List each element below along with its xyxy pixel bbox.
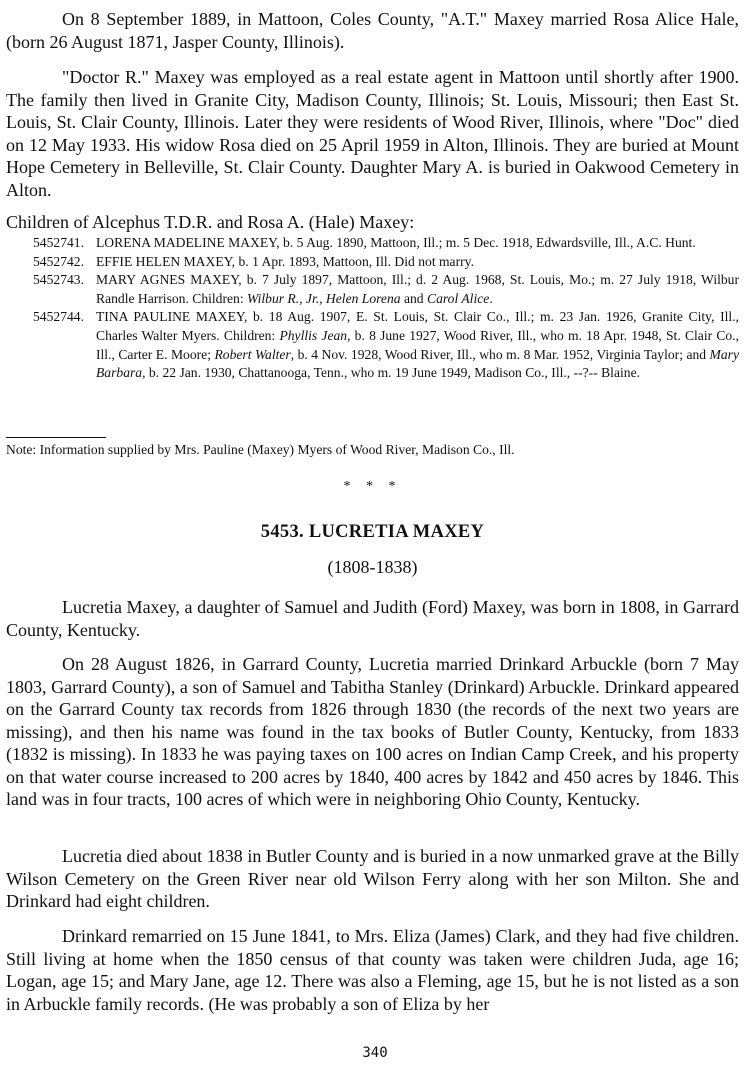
child-number: 5452742. — [33, 253, 84, 269]
child-grandchild-name: Carol Alice — [427, 290, 490, 306]
child-text-part: , b. 8 June 1927, Wood River, Ill., who m. 18 Apr. 1948, St. Clair Co., Ill., Carter E. Moore; — [96, 327, 739, 362]
child-text-part: and — [400, 290, 427, 306]
child-text-part: TINA PAULINE MAXEY, b. 18 Aug. 1907, E. St. Louis, St. Clair Co., Ill.; m. 23 Jan. 1926, Granite City, Ill., Charles Walter Myers. Children: — [96, 309, 739, 343]
child-grandchildren-names: Wilbur R., Jr., Helen Lorena — [247, 290, 401, 306]
section-dates: (1808-1838) — [327, 557, 418, 577]
paragraph-death: Lucretia died about 1838 in Butler County and is buried in a now unmarked grave at the Billy Wilson Cemetery on the Green River near old Wilson Ferry along with her son Milton. She and Drinkard had eight children. — [6, 846, 739, 911]
child-text: LORENA MADELINE MAXEY, b. 5 Aug. 1890, Mattoon, Ill.; m. 5 Dec. 1918, Edwardsville, Ill., A.C. Hunt. — [96, 235, 696, 250]
child-entry — [33, 234, 739, 253]
paragraph-marriage-arbuckle: On 28 August 1826, in Garrard County, Lucretia married Drinkard Arbuckle (born 7 May 1803, Garrard County), a son of Samuel and Tabitha Stanley (Drinkard) Arbuckle. Drinkard appeared on the Garrard County tax records from 1826 through 1830 (the records of the next two years are missing), and then his name was found in the tax books of Butler County, Kentucky, from 1833 (1832 is missing). In 1833 he was paying taxes on 100 acres on Indian Camp Creek, and his property on that water course increased to 200 acres by 1840, 400 acres by 1842 and 450 acres by 1846. This land was in four tracts, 100 acres of which were in neighboring Ohio County, Kentucky. — [6, 654, 739, 809]
footnote: Note: Information supplied by Mrs. Pauline (Maxey) Myers of Wood River, Madison Co., Ill. — [6, 442, 515, 457]
child-text-part: MARY AGNES MAXEY, b. 7 July 1897, Mattoon, Ill.; d. 2 Aug. 1968, St. Louis, Mo.; m. 27 July 1918, Wilbur Randle Harrison. Children: — [96, 272, 739, 306]
child-grandchild-name: Robert Walter — [214, 346, 291, 362]
paragraph-remarriage: Drinkard remarried on 15 June 1841, to Mrs. Eliza (James) Clark, and they had five children. Still living at home when the 1850 census of that county was taken were children Juda, age 16; Logan, age 15; and Mary Jane, age 12. There was also a Fleming, age 15, but he is not listed as a son in Arbuckle family records. (He was probably a son of Eliza by her — [6, 926, 739, 1014]
children-list — [33, 234, 739, 383]
child-text — [96, 309, 739, 380]
child-text-part: , b. 4 Nov. 1928, Wood River, Ill., who m. 8 Mar. 1952, Virginia Taylor; and — [290, 346, 710, 362]
child-grandchild-name: Phyllis Jean — [279, 327, 348, 343]
child-number: 5452744. — [33, 309, 84, 325]
paragraph-marriage: On 8 September 1889, in Mattoon, Coles County, "A.T." Maxey married Rosa Alice Hale, (born 26 August 1871, Jasper County, Illinois). — [6, 9, 739, 52]
child-entry — [33, 308, 739, 382]
child-text-part: , b. 22 Jan. 1930, Chattanooga, Tenn., who m. 19 June 1949, Madison Co., Ill., --?-- Blaine. — [142, 365, 641, 381]
child-grandchild-name: Mary Barbara — [96, 346, 739, 381]
paragraph-birth: Lucretia Maxey, a daughter of Samuel and Judith (Ford) Maxey, was born in 1808, in Garrard County, Kentucky. — [6, 597, 739, 640]
child-entry — [33, 253, 739, 272]
page-number: 340 — [362, 1045, 388, 1061]
section-separator: * * * — [343, 479, 402, 494]
child-text-part: . — [489, 290, 493, 306]
children-heading: Children of Alcephus T.D.R. and Rosa A. (Hale) Maxey: — [6, 212, 415, 232]
footnote-rule — [6, 437, 106, 438]
child-text: EFFIE HELEN MAXEY, b. 1 Apr. 1893, Mattoon, Ill. Did not marry. — [96, 253, 474, 269]
child-entry — [33, 271, 739, 308]
child-text — [96, 272, 739, 306]
child-number: 5452743. — [33, 272, 84, 288]
paragraph-residences: "Doctor R." Maxey was employed as a real estate agent in Mattoon until shortly after 1900. The family then lived in Granite City, Madison County, Illinois; St. Louis, Missouri; then East St. Louis, St. Clair County, Illinois. Later they were residents of Wood River, Illinois, where "Doc" died on 12 May 1933. His widow Rosa died on 25 April 1959 in Alton, Illinois. They are buried at Mount Hope Cemetery in Belleville, St. Clair County. Daughter Mary A. is buried in Oakwood Cemetery in Alton. — [6, 67, 739, 200]
child-number: 5452741. — [33, 235, 84, 250]
section-title: 5453. LUCRETIA MAXEY — [260, 522, 485, 542]
